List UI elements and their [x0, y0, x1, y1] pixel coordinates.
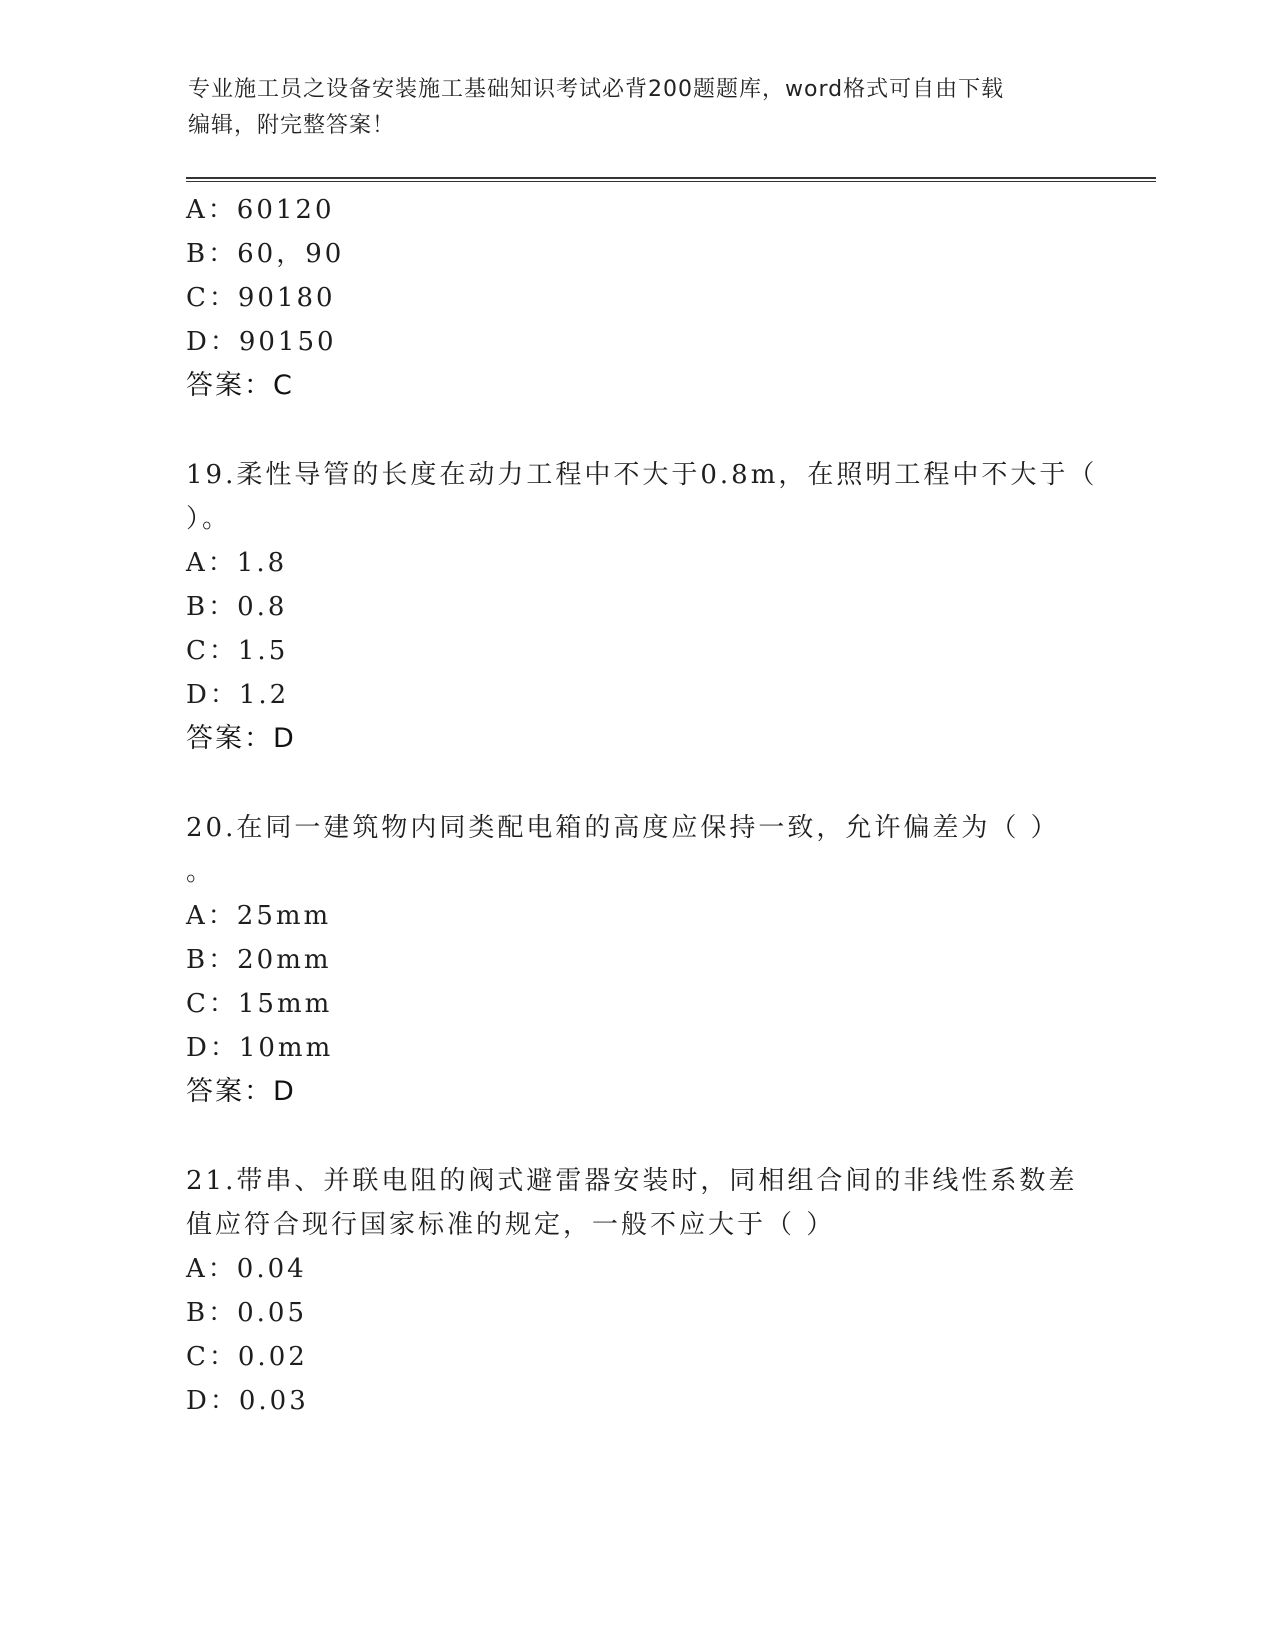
- option-c: C：0.02: [186, 1342, 308, 1372]
- question-stem-line: 21.带串、并联电阻的阀式避雷器安装时，同相组合间的非线性系数差: [186, 1166, 1078, 1196]
- header-divider: [186, 177, 1156, 182]
- question-stem-line: 20.在同一建筑物内同类配电箱的高度应保持一致，允许偏差为（ ）: [186, 813, 1060, 843]
- answer: 答案：C: [186, 370, 294, 401]
- option-d: D：0.03: [186, 1386, 309, 1416]
- question-stem-line: ）。: [186, 504, 232, 534]
- option-a: A：25mm: [186, 901, 332, 931]
- option-b: B：20mm: [186, 945, 332, 975]
- option-a: A：1.8: [186, 548, 288, 578]
- option-a: A：60120: [186, 195, 335, 225]
- document-header: [188, 72, 1068, 144]
- option-b: B：0.8: [186, 592, 288, 622]
- question-stem-line: 值应符合现行国家标准的规定，一般不应大于（ ）: [186, 1210, 836, 1240]
- question-stem-line: 。: [186, 857, 216, 887]
- answer: 答案：D: [186, 723, 296, 754]
- question-stem-line: 19.柔性导管的长度在动力工程中不大于0.8m，在照明工程中不大于（: [186, 460, 1098, 490]
- option-b: B：0.05: [186, 1298, 307, 1328]
- option-d: D：10mm: [186, 1033, 334, 1063]
- option-c: C：1.5: [186, 636, 289, 666]
- header-title-line-2: 编辑，附完整答案！: [188, 113, 396, 138]
- option-c: C：15mm: [186, 989, 333, 1019]
- option-c: C：90180: [186, 283, 336, 313]
- header-title-line-1: 专业施工员之设备安装施工基础知识考试必背200题题库，word格式可自由下载: [188, 77, 1005, 102]
- answer: 答案：D: [186, 1076, 296, 1107]
- option-b: B：60，90: [186, 239, 345, 269]
- option-d: D：90150: [186, 327, 337, 357]
- option-a: A：0.04: [186, 1254, 307, 1284]
- option-d: D：1.2: [186, 680, 290, 710]
